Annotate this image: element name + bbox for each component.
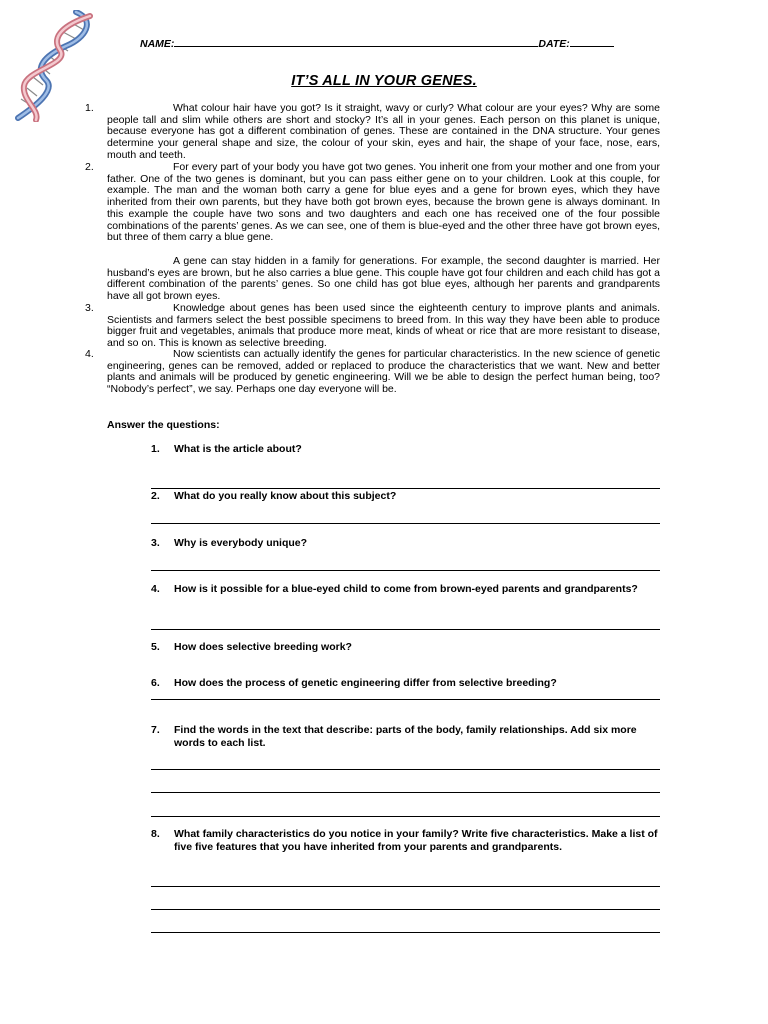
- answer-line[interactable]: [151, 488, 660, 489]
- paragraph-text: A gene can stay hidden in a family for generations. For example, the second daughter is married. Her husband’s eyes are brown, but he also carries a blue gene. This couple have got four children and each child has got a different combination of the parents’ genes. So one child has got blue eyes, although her parents and grandparents have all got brown eyes.: [107, 255, 660, 303]
- name-blank[interactable]: [174, 36, 538, 47]
- page-title: IT’S ALL IN YOUR GENES.: [291, 73, 477, 89]
- answer-line[interactable]: [151, 769, 660, 770]
- date-blank[interactable]: [570, 36, 614, 47]
- question-text: Why is everybody unique?: [174, 537, 308, 549]
- question-number: 1.: [151, 443, 160, 455]
- question-number: 2.: [151, 490, 160, 502]
- question-text: Find the words in the text that describe: parts of the body, family relationships. Add six more words to each list.: [174, 724, 637, 749]
- question-text: How does selective breeding work?: [174, 641, 352, 653]
- question-6: [151, 677, 660, 690]
- answer-line[interactable]: [151, 932, 660, 933]
- paragraph-text: What colour hair have you got? Is it straight, wavy or curly? What colour are your eyes? Why are some people tall and slim while others are short and stocky? It’s all in your genes. Each person on this planet is unique, because everyone has got a different combination of genes. These are contained in the DNA structure. Your genes determine your general shape and size, the colour of your skin, eyes and hair, the shape of your face, nose, ears, mouth and teeth.: [107, 102, 660, 161]
- question-text: What is the article about?: [174, 443, 302, 455]
- paragraph-text: Now scientists can actually identify the genes for particular characteristics. In the new science of genetic engineering, genes can be removed, added or replaced to produce the characteristics that we want. New and better plants and animals will be produced by genetic engineering. Will we be able to design the perfect human being, too? “Nobody’s perfect”, we say. Perhaps one day everyone will be.: [107, 348, 660, 396]
- paragraph-number: 4.: [85, 348, 94, 360]
- question-1: [151, 443, 660, 456]
- paragraph-text: Knowledge about genes has been used since the eighteenth century to improve plants and animals. Scientists and farmers select the best possible specimens to breed from. In this way they have been able to produce bigger fruit and vegetables, animals that produce more meat, kinds of wheat or rice that are more resistant to disease, and so on. This is known as selective breeding.: [107, 302, 660, 350]
- answer-heading: Answer the questions:: [107, 419, 220, 431]
- answer-line[interactable]: [151, 523, 660, 524]
- question-number: 8.: [151, 828, 160, 840]
- question-8: [151, 828, 660, 853]
- question-number: 5.: [151, 641, 160, 653]
- paragraph-3: [85, 302, 660, 350]
- question-7: [151, 724, 660, 749]
- question-5: [151, 641, 660, 654]
- paragraph-1: [85, 102, 660, 162]
- answer-line[interactable]: [151, 792, 660, 793]
- question-text: What do you really know about this subject?: [174, 490, 397, 502]
- question-text: How does the process of genetic engineering differ from selective breeding?: [174, 677, 557, 689]
- answer-line[interactable]: [151, 699, 660, 700]
- paragraph-number: 3.: [85, 302, 94, 314]
- answer-line[interactable]: [151, 816, 660, 817]
- answer-line[interactable]: [151, 886, 660, 887]
- question-text: What family characteristics do you notice in your family? Write five characteristics. Make a list of five five features that you have inherited from your parents and grandparents.: [174, 828, 658, 853]
- question-4: [151, 583, 660, 596]
- question-number: 6.: [151, 677, 160, 689]
- date-label: DATE:: [538, 38, 570, 50]
- question-number: 4.: [151, 583, 160, 595]
- paragraph-4: [85, 348, 660, 396]
- dna-strand-pink: [24, 16, 90, 120]
- answer-line[interactable]: [151, 909, 660, 910]
- question-number: 7.: [151, 724, 160, 736]
- dna-helix-illustration: [6, 10, 110, 122]
- name-label: NAME:: [140, 38, 175, 50]
- question-2: [151, 490, 660, 503]
- paragraph-text: For every part of your body you have got two genes. You inherit one from your mother and one from your father. One of the two genes is dominant, but you can pass either gene on to your children. Look at this couple, for example. The man and the woman both carry a gene for blue eyes and a gene for brown eyes, which they have inherited from their own parents, but they have both got brown eyes, because the brown gene is always dominant. In this example the couple have two sons and two daughters and each one has received one of the four possible combinations of the parents’ genes. As we can see, one of them is blue-eyed and the other three have got brown eyes, but three of them carry a blue gene.: [107, 161, 660, 244]
- paragraph-2: [85, 161, 660, 244]
- question-number: 3.: [151, 537, 160, 549]
- name-date-line: [140, 36, 614, 50]
- paragraph-number: 1.: [85, 102, 94, 114]
- question-text: How is it possible for a blue-eyed child to come from brown-eyed parents and grandparents?: [174, 583, 638, 595]
- question-3: [151, 537, 660, 550]
- answer-line[interactable]: [151, 570, 660, 571]
- paragraph-number: 2.: [85, 161, 94, 173]
- answer-line[interactable]: [151, 629, 660, 630]
- paragraph-2b: [107, 256, 660, 303]
